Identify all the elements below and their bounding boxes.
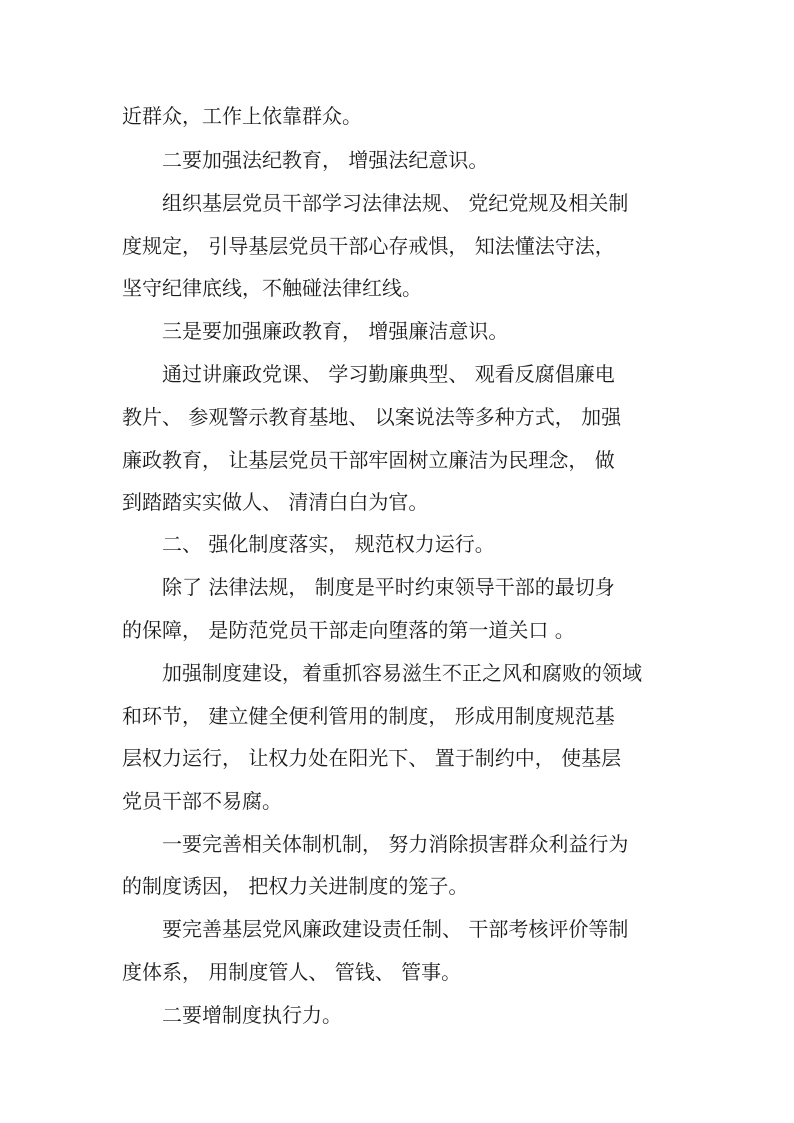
text-line: 层权力运行， 让权力处在阳光下、 置于制约中， 使基层 — [122, 746, 622, 770]
text-line: 教片、 参观警示教育基地、 以案说法等多种方式， 加强 — [122, 405, 622, 429]
text-line: 二要加强法纪教育， 增强法纪意识。 — [162, 148, 489, 172]
text-line: 廉政教育， 让基层党员干部牢固树立廉洁为民理念， 做 — [122, 448, 615, 472]
text-line: 要完善基层党风廉政建设责任制、 干部考核评价等制 — [162, 917, 629, 941]
text-line: 一要完善相关体制机制， 努力消除损害群众利益行为 — [162, 832, 629, 856]
text-line: 近群众，工作上依靠群众。 — [122, 104, 362, 128]
text-line: 通过讲廉政党课、 学习勤廉典型、 观看反腐倡廉电 — [162, 362, 615, 386]
text-line: 的保障， 是防范党员干部走向堕落的第一道关口 。 — [122, 618, 575, 642]
text-line: 党员干部不易腐。 — [122, 789, 282, 813]
text-line: 到踏踏实实做人、 清清白白为官。 — [122, 490, 429, 514]
text-line: 度规定， 引导基层党员干部心存戒惧， 知法懂法守法， — [122, 234, 615, 258]
text-line: 除了 法律法规， 制度是平时约束领导干部的最切身 — [162, 575, 615, 599]
text-line: 三是要加强廉政教育， 增强廉洁意识。 — [162, 319, 509, 343]
text-line: 和环节， 建立健全便利管用的制度， 形成用制度规范基 — [122, 704, 615, 728]
text-line: 加强制度建设，着重抓容易滋生不正之风和腐败的领域 — [162, 661, 642, 685]
text-line: 度体系， 用制度管人、 管钱、 管事。 — [122, 960, 462, 984]
text-line: 坚守纪律底线，不触碰法律红线。 — [122, 276, 422, 300]
text-line: 的制度诱因， 把权力关进制度的笼子。 — [122, 874, 469, 898]
text-line: 二、 强化制度落实， 规范权力运行。 — [162, 532, 495, 556]
text-line: 二要增制度执行力。 — [162, 1003, 342, 1027]
text-line: 组织基层党员干部学习法律法规、 党纪党规及相关制 — [162, 191, 629, 215]
